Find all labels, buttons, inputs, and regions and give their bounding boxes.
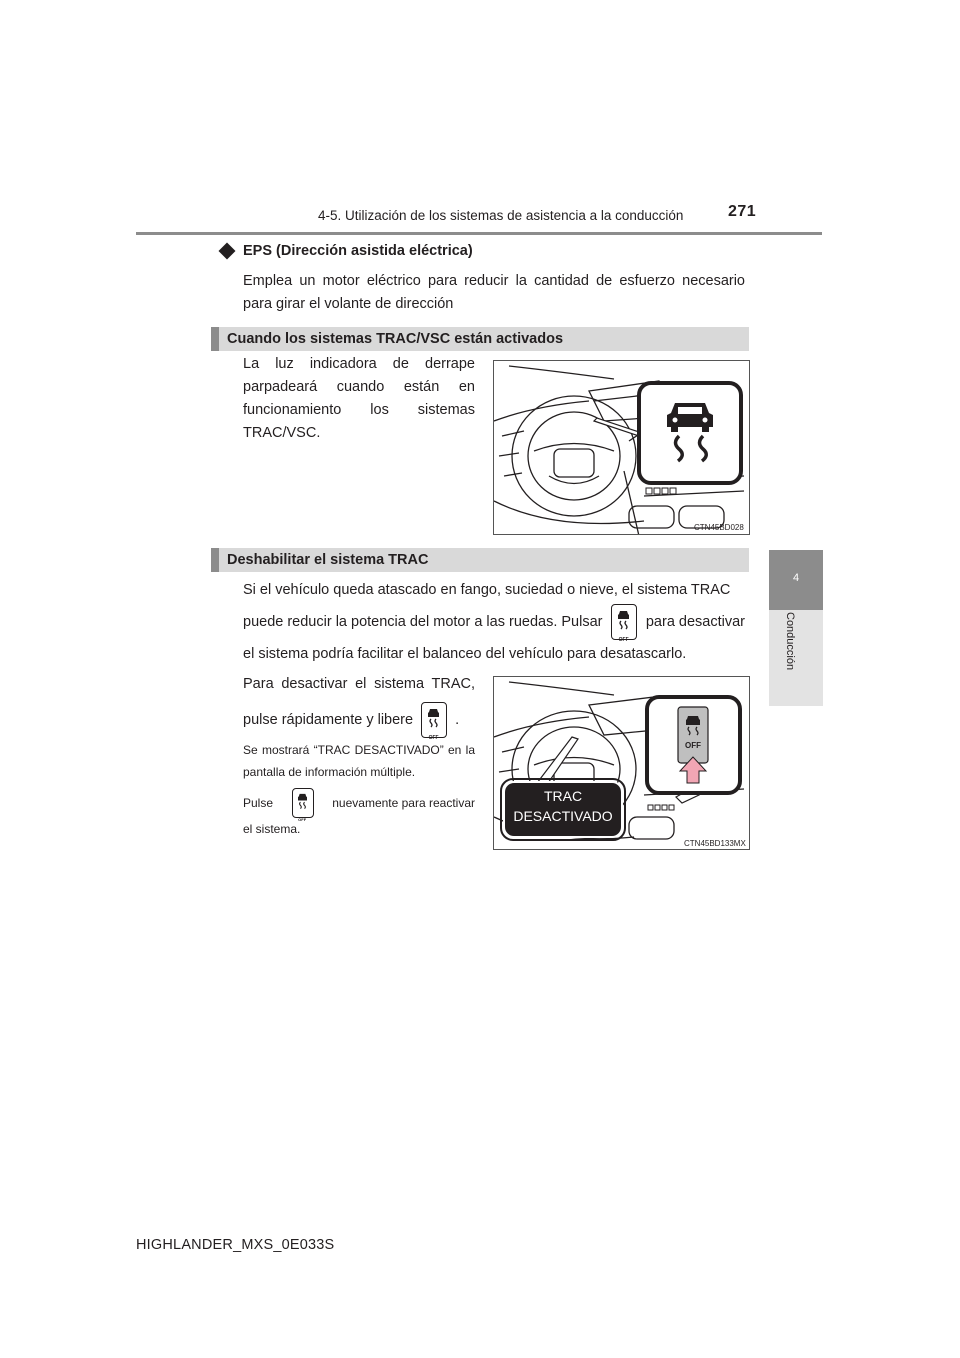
eps-body: Emplea un motor eléctrico para reducir la cantidad de esfuerzo necesario para girar el volante de dirección	[243, 273, 745, 312]
figure-trac-off-display	[493, 676, 750, 850]
step-line1: Para desactivar el sistema TRAC,	[243, 676, 475, 692]
off-label: OFF	[298, 817, 307, 822]
note-pulse: Pulse	[243, 796, 274, 810]
eps-heading-text: EPS (Dirección asistida eléctrica)	[243, 243, 473, 259]
trac-off-message-line1: TRAC	[543, 788, 583, 804]
dashboard-illustration	[494, 361, 750, 535]
chapter-tab-bar	[769, 610, 823, 706]
note-line1: Se mostrará “TRAC DESACTIVADO” en la pantalla de información múltiple.	[243, 743, 475, 779]
model-code: HIGHLANDER_MXS_0E033S	[136, 1237, 335, 1253]
running-header-section: 4-5. Utilización de los sistemas de asistencia a la conducción	[318, 208, 684, 223]
figure-dashboard-slip-indicator	[493, 360, 750, 535]
section2-body-line3: el sistema podría facilitar el balanceo del vehículo para desatascarlo.	[243, 646, 687, 662]
trac-off-message-line2: DESACTIVADO	[513, 808, 613, 824]
note-line2	[243, 788, 475, 822]
zoom-off-label: OFF	[685, 741, 701, 750]
section2-body-line2	[243, 604, 745, 643]
trac-off-switch-zoom	[678, 707, 708, 763]
figure-code: CTN45BD133MX	[684, 839, 746, 848]
section-heading-trac-vsc: Cuando los sistemas TRAC/VSC están activados	[211, 327, 749, 351]
off-label: OFF	[618, 637, 629, 643]
diamond-bullet-icon	[219, 243, 236, 260]
off-label: OFF	[428, 735, 439, 741]
section1-body: La luz indicadora de derrape parpadeará cuando están en funcionamiento los sistemas TRAC/VSC.	[243, 356, 475, 441]
figure-code: CTN45BD028	[694, 523, 744, 532]
chapter-tab-number: 4	[769, 550, 823, 610]
trac-off-message	[504, 786, 622, 826]
note-rest: nuevamente para reactivar	[332, 796, 475, 810]
section2-body-line2-a: puede reducir la potencia del motor a las ruedas. Pulsar	[243, 613, 603, 630]
page-number: 271	[728, 203, 757, 220]
trac-off-button-icon	[292, 788, 314, 822]
trac-off-button-icon	[421, 702, 447, 741]
step-line2-text: pulse rápidamente y libere	[243, 711, 414, 728]
eps-heading	[218, 243, 473, 259]
header-divider	[136, 232, 822, 235]
note-end: el sistema.	[243, 822, 301, 836]
chapter-tab-label: Conducción	[784, 612, 796, 671]
section2-body-line2-b: para desactivar	[645, 613, 745, 630]
step-line2: pulse rápidamente y libere OFF .	[243, 702, 475, 738]
section-heading-disable-trac: Deshabilitar el sistema TRAC	[211, 548, 749, 572]
section2-body-line1: Si el vehículo queda atascado en fango, suciedad o nieve, el sistema TRAC	[243, 582, 731, 598]
trac-off-button-icon	[611, 604, 637, 643]
